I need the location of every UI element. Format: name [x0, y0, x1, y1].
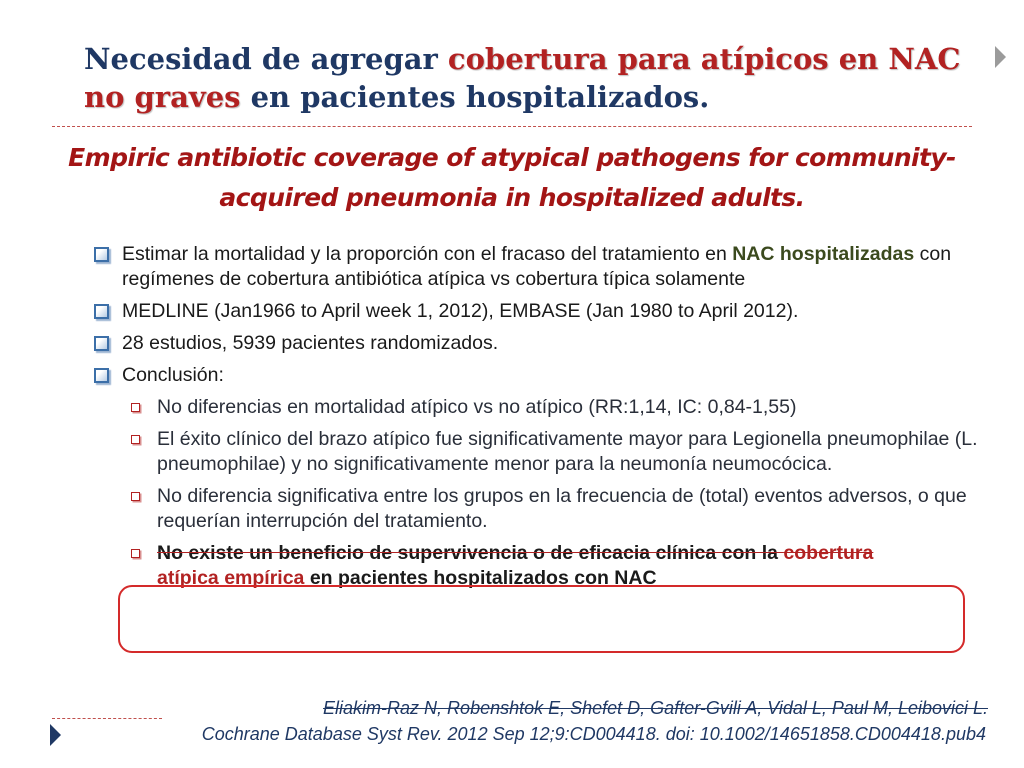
- checkbox-bullet-icon: [94, 368, 109, 383]
- sub-bullet-text: No diferencias en mortalidad atípico vs no atípico (RR:1,14, IC: 0,84-1,55): [157, 396, 797, 418]
- sub-bullet-adverse-events: [129, 484, 997, 534]
- small-checkbox-bullet-icon: [131, 492, 140, 501]
- slide-corner-triangle-icon: [995, 46, 1006, 68]
- highlight-oval: [118, 585, 965, 653]
- slide-subtitle: [52, 138, 972, 218]
- reference-divider: [52, 718, 162, 719]
- sub-bullet-final-conclusion: [129, 541, 997, 591]
- bullet-conclusion: [92, 363, 997, 388]
- conclusion-strike-red: cobertura: [783, 542, 874, 564]
- sub-bullet-text: No diferencia significativa entre los grupos en la frecuencia de (total) eventos adversos, o que requerían interrupción del tratamiento.: [157, 485, 967, 532]
- conclusion-red-part: atípica empírica: [157, 567, 305, 589]
- checkbox-bullet-icon: [94, 336, 109, 351]
- reference-triangle-icon: [50, 724, 61, 746]
- bullet-studies: [92, 331, 997, 356]
- conclusion-tail: en pacientes hospitalizados con NAC: [304, 567, 657, 589]
- title-part1: Necesidad de agregar: [84, 42, 448, 76]
- bullet-text: 28 estudios, 5939 pacientes randomizados.: [122, 332, 499, 354]
- title-part2: en pacientes hospitalizados.: [240, 80, 710, 114]
- sub-bullet-mortality: [129, 395, 997, 420]
- small-checkbox-bullet-icon: [131, 549, 140, 558]
- sub-bullet-clinical-success: [129, 427, 997, 477]
- conclusion-strike-part: No existe un beneficio de supervivencia o de eficacia clínica con la: [157, 542, 784, 564]
- checkbox-bullet-icon: [94, 304, 109, 319]
- bullet-highlight: NAC hospitalizadas: [732, 243, 915, 265]
- reference-authors: Eliakim-Raz N, Robenshtok E, Shefet D, Gafter-Gvili A, Vidal L, Paul M, Leibovici L.: [323, 698, 988, 718]
- checkbox-bullet-icon: [94, 247, 109, 262]
- title-highlight: cobertura para atípicos en NAC no graves: [84, 42, 961, 114]
- small-checkbox-bullet-icon: [131, 435, 140, 444]
- bullet-objective: [92, 242, 997, 292]
- reference-journal: Cochrane Database Syst Rev. 2012 Sep 12;9:CD004418. doi: 10.1002/14651858.CD004418.pub4: [201, 724, 986, 744]
- subtitle-line2: acquired pneumonia in hospitalized adults.: [219, 183, 805, 212]
- small-checkbox-bullet-icon: [131, 403, 140, 412]
- subtitle-line1: Empiric antibiotic coverage of atypical pathogens for community-: [68, 143, 956, 172]
- bullet-text: Estimar la mortalidad y la proporción con el fracaso del tratamiento en: [122, 243, 733, 265]
- bullet-text: MEDLINE (Jan1966 to April week 1, 2012), EMBASE (Jan 1980 to April 2012).: [122, 300, 799, 322]
- bullet-databases: [92, 299, 997, 324]
- sub-bullet-text: El éxito clínico del brazo atípico fue significativamente mayor para Legionella pneumophilae (L. pneumophilae) y no significativamente menor para la neumonía neumocócica.: [157, 428, 978, 475]
- bullet-text: con regímenes de cobertura antibiótica atípica vs cobertura típica solamente: [122, 243, 952, 290]
- conclusion-strike-text: [157, 542, 873, 564]
- title-divider: [52, 126, 972, 127]
- slide-title: [84, 40, 964, 116]
- bullet-text: Conclusión:: [122, 364, 224, 386]
- bullet-list: [92, 242, 997, 598]
